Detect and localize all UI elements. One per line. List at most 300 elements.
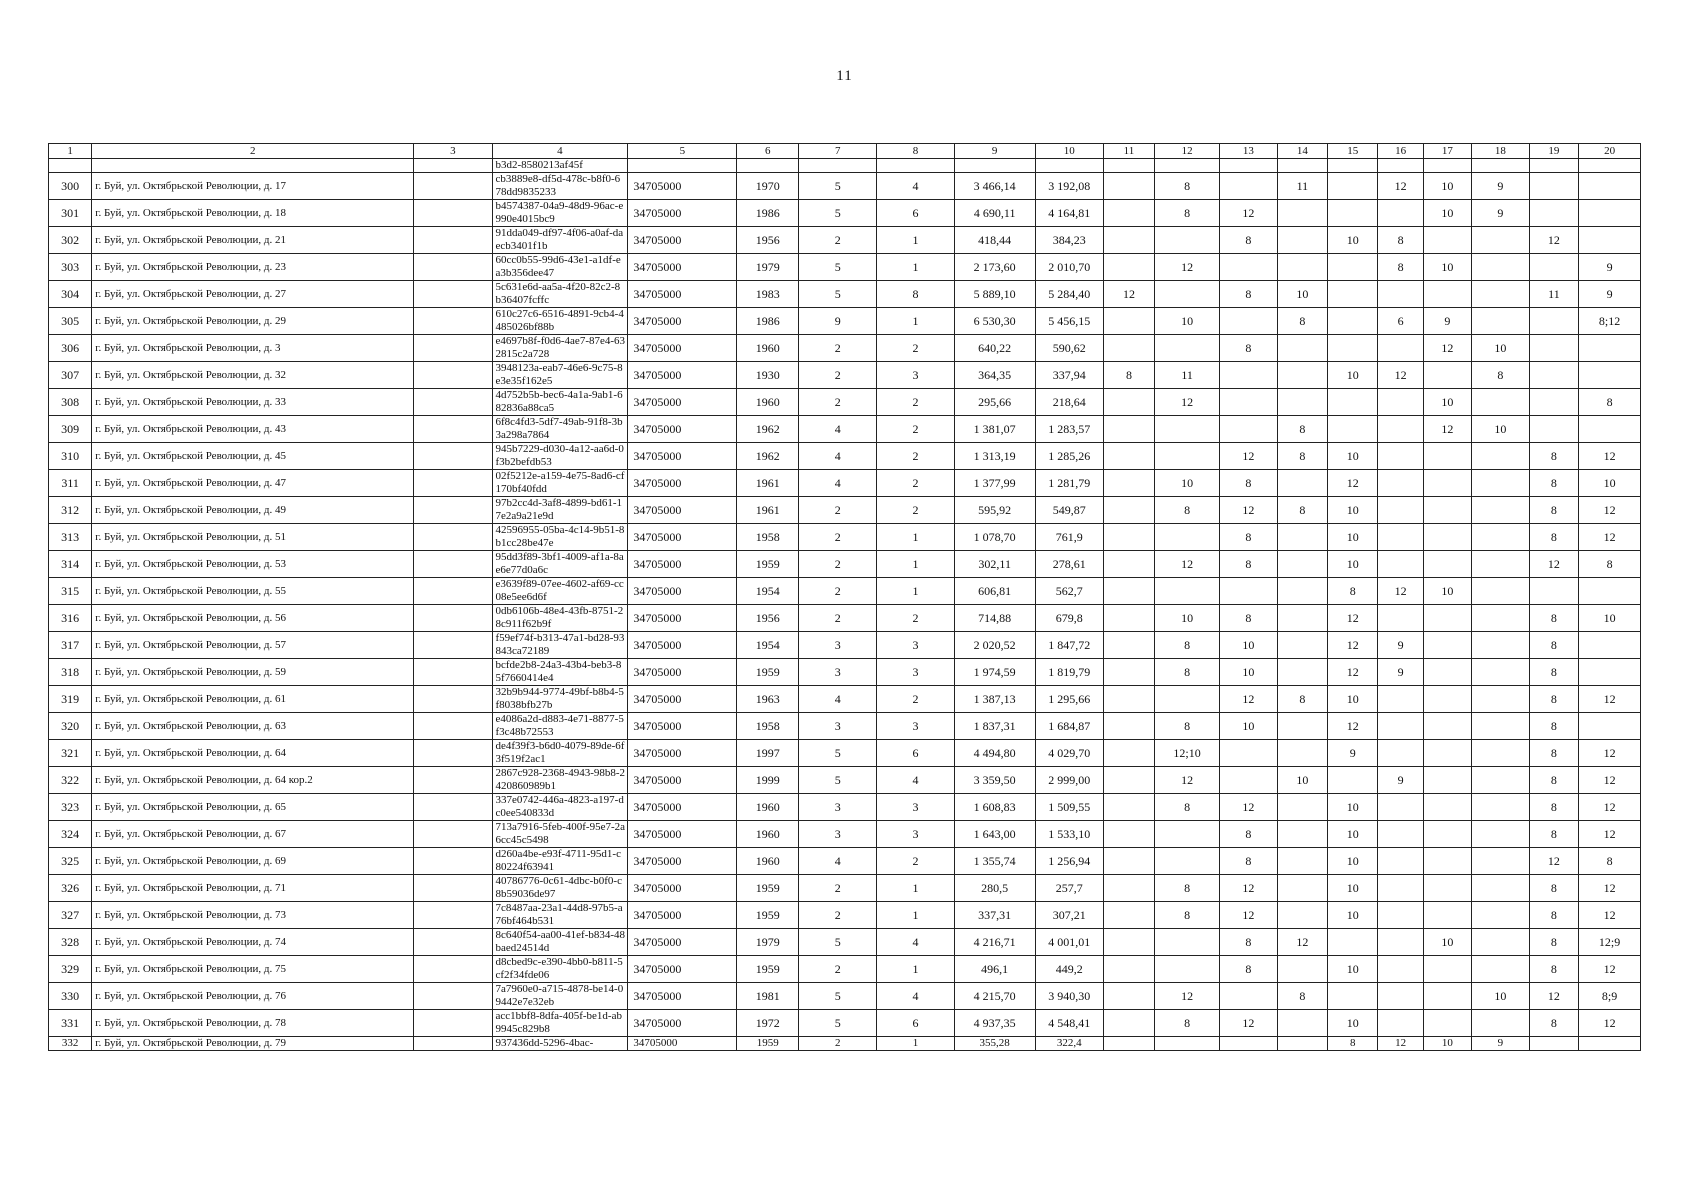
cell-col14 (1277, 902, 1327, 929)
cell-no: 308 (49, 389, 92, 416)
cell-address: г. Буй, ул. Октябрьской Революции, д. 18 (92, 200, 414, 227)
cell-col15: 12 (1328, 659, 1378, 686)
table-row (49, 416, 1641, 443)
cell-col15: 9 (1328, 740, 1378, 767)
cell-col14: 10 (1277, 767, 1327, 794)
cell-col9: 4 215,70 (954, 983, 1035, 1010)
cell-col8: 1 (877, 524, 954, 551)
cell-col16 (1378, 875, 1423, 902)
cell-col17 (1423, 713, 1471, 740)
cell-col8: 3 (877, 713, 954, 740)
cell-col3 (414, 1037, 492, 1051)
cell-col18 (1472, 470, 1530, 497)
cell-col13: 8 (1220, 281, 1278, 308)
cell-year: 1986 (737, 200, 799, 227)
cell-col9: 1 355,74 (954, 848, 1035, 875)
cell-col11 (1103, 335, 1154, 362)
cell-col7: 5 (799, 1010, 877, 1037)
cell-col3 (414, 254, 492, 281)
cell-col14 (1277, 524, 1327, 551)
cell-col13: 8 (1220, 605, 1278, 632)
cell-col20: 9 (1579, 281, 1641, 308)
table-row (49, 524, 1641, 551)
cell-col7: 5 (799, 929, 877, 956)
cell-no: 311 (49, 470, 92, 497)
cell-col11 (1103, 848, 1154, 875)
cell-col20: 8;12 (1579, 308, 1641, 335)
cell-col10: 5 284,40 (1035, 281, 1103, 308)
cell-col8: 6 (877, 1010, 954, 1037)
table-row (49, 929, 1641, 956)
cell-uuid: b4574387-04a9-48d9-96ac-e990e4015bc9 (492, 200, 628, 227)
cell-col16: 6 (1378, 308, 1423, 335)
cell-col19: 12 (1529, 848, 1578, 875)
cell-col17: 12 (1423, 335, 1471, 362)
column-header-6: 6 (737, 144, 799, 159)
cell-col15 (1328, 254, 1378, 281)
cell-col18: 9 (1472, 200, 1530, 227)
cell-col13 (1220, 1037, 1278, 1051)
cell-col19 (1529, 254, 1578, 281)
cell-col20: 8;9 (1579, 983, 1641, 1010)
cell-col12: 8 (1155, 200, 1220, 227)
cell-address: г. Буй, ул. Октябрьской Революции, д. 74 (92, 929, 414, 956)
cell-col8: 3 (877, 362, 954, 389)
cell-col7: 2 (799, 956, 877, 983)
cell-address: г. Буй, ул. Октябрьской Революции, д. 64 кор.2 (92, 767, 414, 794)
cell-col8: 2 (877, 470, 954, 497)
cell-no: 302 (49, 227, 92, 254)
cell-col17 (1423, 659, 1471, 686)
cell-col3 (414, 416, 492, 443)
cell-col3 (414, 173, 492, 200)
cell-col13: 12 (1220, 794, 1278, 821)
cell-year: 1959 (737, 1037, 799, 1051)
cell-no: 312 (49, 497, 92, 524)
cell-address: г. Буй, ул. Октябрьской Революции, д. 45 (92, 443, 414, 470)
cell-col20: 12 (1579, 686, 1641, 713)
cell-col3 (414, 524, 492, 551)
cell-col18: 10 (1472, 983, 1530, 1010)
cell-col13: 12 (1220, 1010, 1278, 1037)
cell-col9: 2 173,60 (954, 254, 1035, 281)
cell-col11 (1103, 254, 1154, 281)
cell-uuid: 0db6106b-48e4-43fb-8751-28c911f62b9f (492, 605, 628, 632)
cell-col7: 5 (799, 173, 877, 200)
cell-col3 (414, 443, 492, 470)
cell-col12 (1155, 1037, 1220, 1051)
cell-no: 303 (49, 254, 92, 281)
column-header-16: 16 (1378, 144, 1423, 159)
cell-uuid: 2867c928-2368-4943-98b8-2420860989b1 (492, 767, 628, 794)
cell-address: г. Буй, ул. Октябрьской Революции, д. 53 (92, 551, 414, 578)
cell-col19: 8 (1529, 1010, 1578, 1037)
cell-col12 (1155, 686, 1220, 713)
cell-uuid: 945b7229-d030-4a12-aa6d-0f3b2befdb53 (492, 443, 628, 470)
cell-col10: 761,9 (1035, 524, 1103, 551)
cell-col16 (1378, 443, 1423, 470)
cell-col20: 8 (1579, 848, 1641, 875)
cell-col7: 4 (799, 848, 877, 875)
cell-col19 (1529, 308, 1578, 335)
cell-col13: 8 (1220, 821, 1278, 848)
cell-col8: 4 (877, 983, 954, 1010)
cell-col11 (1103, 497, 1154, 524)
cell-col12: 8 (1155, 497, 1220, 524)
cell-col9: 2 020,52 (954, 632, 1035, 659)
cell-col17 (1423, 821, 1471, 848)
cell-col12: 8 (1155, 632, 1220, 659)
cell-col18 (1472, 524, 1530, 551)
cell-col12 (1155, 821, 1220, 848)
cell-col13: 8 (1220, 227, 1278, 254)
cell-col8: 1 (877, 578, 954, 605)
cell-year: 1979 (737, 929, 799, 956)
cell-col3 (414, 605, 492, 632)
table-row (49, 875, 1641, 902)
cell-col19 (1529, 173, 1578, 200)
cell-code: 34705000 (628, 227, 737, 254)
cell-code: 34705000 (628, 443, 737, 470)
cell-col20: 10 (1579, 605, 1641, 632)
cell-year: 1983 (737, 281, 799, 308)
cell-col9: 1 837,31 (954, 713, 1035, 740)
table-row (49, 956, 1641, 983)
cell-col17 (1423, 794, 1471, 821)
cell-col13: 8 (1220, 848, 1278, 875)
cell-col17 (1423, 605, 1471, 632)
table-row (49, 686, 1641, 713)
cell-no: 314 (49, 551, 92, 578)
cell-col3 (414, 821, 492, 848)
cell-col13 (1220, 578, 1278, 605)
cell-col17 (1423, 956, 1471, 983)
cell-col12: 8 (1155, 713, 1220, 740)
cell-uuid: 02f5212e-a159-4e75-8ad6-cf170bf40fdd (492, 470, 628, 497)
table-row (49, 200, 1641, 227)
cell-col16 (1378, 605, 1423, 632)
table-row (49, 335, 1641, 362)
cell-address: г. Буй, ул. Октябрьской Революции, д. 76 (92, 983, 414, 1010)
cell-col16: 12 (1378, 578, 1423, 605)
cell-uuid: acc1bbf8-8dfa-405f-be1d-ab9945c829b8 (492, 1010, 628, 1037)
cell-code: 34705000 (628, 686, 737, 713)
cell-col20: 12;9 (1579, 929, 1641, 956)
cell-col15 (1328, 416, 1378, 443)
cell-col16 (1378, 416, 1423, 443)
cell-col9: 355,28 (954, 1037, 1035, 1051)
cell-col3 (414, 308, 492, 335)
cell-col16 (1378, 713, 1423, 740)
cell-col13: 12 (1220, 497, 1278, 524)
cell-col16 (1378, 470, 1423, 497)
cell-col12: 10 (1155, 308, 1220, 335)
column-header-17: 17 (1423, 144, 1471, 159)
cell-col10: 278,61 (1035, 551, 1103, 578)
cell-col13 (1220, 983, 1278, 1010)
cell-col18 (1472, 740, 1530, 767)
cell-no: 320 (49, 713, 92, 740)
column-header-10: 10 (1035, 144, 1103, 159)
cell-col7: 3 (799, 821, 877, 848)
cell-col18 (1472, 227, 1530, 254)
cell-col8: 1 (877, 875, 954, 902)
cell-col14 (1277, 335, 1327, 362)
cell-no: 301 (49, 200, 92, 227)
cell-col14 (1277, 578, 1327, 605)
cell-col17 (1423, 1010, 1471, 1037)
cell-address: г. Буй, ул. Октябрьской Революции, д. 57 (92, 632, 414, 659)
cell-no: 305 (49, 308, 92, 335)
cell-col18 (1472, 281, 1530, 308)
cell-col7: 2 (799, 1037, 877, 1051)
cell-col8: 1 (877, 902, 954, 929)
cell-no: 329 (49, 956, 92, 983)
cell-address: г. Буй, ул. Октябрьской Революции, д. 51 (92, 524, 414, 551)
column-header-7: 7 (799, 144, 877, 159)
cell-col14 (1277, 470, 1327, 497)
cell-col18 (1472, 254, 1530, 281)
column-header-12: 12 (1155, 144, 1220, 159)
cell-col20 (1579, 173, 1641, 200)
cell-code: 34705000 (628, 632, 737, 659)
cell-col7: 2 (799, 497, 877, 524)
cell-address (92, 159, 414, 173)
cell-no: 317 (49, 632, 92, 659)
cell-col14: 8 (1277, 497, 1327, 524)
cell-col9: 418,44 (954, 227, 1035, 254)
cell-col9: 4 494,80 (954, 740, 1035, 767)
cell-code: 34705000 (628, 983, 737, 1010)
cell-col16: 12 (1378, 1037, 1423, 1051)
cell-col15 (1328, 983, 1378, 1010)
cell-address: г. Буй, ул. Октябрьской Революции, д. 32 (92, 362, 414, 389)
cell-year: 1961 (737, 497, 799, 524)
cell-col20: 8 (1579, 551, 1641, 578)
cell-col19: 8 (1529, 659, 1578, 686)
cell-col18: 9 (1472, 173, 1530, 200)
cell-col10: 322,4 (1035, 1037, 1103, 1051)
cell-col19 (1529, 389, 1578, 416)
cell-col7: 5 (799, 200, 877, 227)
cell-year: 1954 (737, 578, 799, 605)
cell-col3 (414, 956, 492, 983)
cell-col20: 8 (1579, 389, 1641, 416)
cell-col18 (1472, 605, 1530, 632)
table-row (49, 389, 1641, 416)
cell-uuid: 337e0742-446a-4823-a197-dc0ee540833d (492, 794, 628, 821)
cell-col8: 2 (877, 848, 954, 875)
cell-col9: 606,81 (954, 578, 1035, 605)
cell-col13 (1220, 767, 1278, 794)
cell-col7: 2 (799, 551, 877, 578)
cell-uuid: bcfde2b8-24a3-43b4-beb3-85f7660414e4 (492, 659, 628, 686)
cell-col8: 1 (877, 551, 954, 578)
cell-col18 (1472, 794, 1530, 821)
cell-address: г. Буй, ул. Октябрьской Революции, д. 3 (92, 335, 414, 362)
cell-year: 1956 (737, 605, 799, 632)
cell-year: 1979 (737, 254, 799, 281)
cell-col8: 1 (877, 254, 954, 281)
cell-col13: 12 (1220, 902, 1278, 929)
cell-col19: 8 (1529, 443, 1578, 470)
cell-col11 (1103, 308, 1154, 335)
cell-col7: 2 (799, 524, 877, 551)
cell-col17: 9 (1423, 308, 1471, 335)
cell-col17 (1423, 551, 1471, 578)
cell-col19: 8 (1529, 605, 1578, 632)
cell-col20 (1579, 200, 1641, 227)
cell-uuid: 6f8c4fd3-5df7-49ab-91f8-3b3a298a7864 (492, 416, 628, 443)
cell-col8: 2 (877, 389, 954, 416)
cell-col3 (414, 497, 492, 524)
cell-col3 (414, 551, 492, 578)
cell-col11 (1103, 470, 1154, 497)
cell-col11 (1103, 821, 1154, 848)
cell-col10: 549,87 (1035, 497, 1103, 524)
cell-col9: 714,88 (954, 605, 1035, 632)
cell-no: 327 (49, 902, 92, 929)
cell-col9: 302,11 (954, 551, 1035, 578)
cell-col18: 10 (1472, 335, 1530, 362)
cell-uuid: d8cbed9c-e390-4bb0-b811-5cf2f34fde06 (492, 956, 628, 983)
cell-col16 (1378, 929, 1423, 956)
cell-col16: 8 (1378, 254, 1423, 281)
cell-uuid: 610c27c6-6516-4891-9cb4-4485026bf88b (492, 308, 628, 335)
cell-col17: 10 (1423, 389, 1471, 416)
cell-uuid: de4f39f3-b6d0-4079-89de-6f3f519f2ac1 (492, 740, 628, 767)
cell-uuid: 3948123a-eab7-46e6-9c75-8e3e35f162e5 (492, 362, 628, 389)
cell-year: 1959 (737, 659, 799, 686)
cell-col18 (1472, 632, 1530, 659)
cell-year: 1962 (737, 443, 799, 470)
cell-col20 (1579, 362, 1641, 389)
cell-col16 (1378, 740, 1423, 767)
cell-col7: 5 (799, 281, 877, 308)
cell-col20 (1579, 416, 1641, 443)
cell-address: г. Буй, ул. Октябрьской Революции, д. 27 (92, 281, 414, 308)
cell-col14: 12 (1277, 929, 1327, 956)
cell-col10: 1 256,94 (1035, 848, 1103, 875)
cell-col13: 8 (1220, 929, 1278, 956)
cell-col11 (1103, 227, 1154, 254)
cell-col16 (1378, 902, 1423, 929)
cell-uuid: 95dd3f89-3bf1-4009-af1a-8ae6e77d0a6c (492, 551, 628, 578)
cell-col17: 10 (1423, 200, 1471, 227)
cell-col13: 10 (1220, 659, 1278, 686)
cell-col10: 1 847,72 (1035, 632, 1103, 659)
cell-year: 1999 (737, 767, 799, 794)
cell-col20: 12 (1579, 794, 1641, 821)
table-row (49, 632, 1641, 659)
cell-year: 1960 (737, 335, 799, 362)
cell-col10: 218,64 (1035, 389, 1103, 416)
cell-no: 331 (49, 1010, 92, 1037)
cell-col18 (1472, 308, 1530, 335)
cell-col19 (1529, 362, 1578, 389)
cell-col19: 8 (1529, 794, 1578, 821)
cell-col19: 8 (1529, 956, 1578, 983)
cell-col18: 10 (1472, 416, 1530, 443)
cell-col20: 12 (1579, 902, 1641, 929)
table-row (49, 902, 1641, 929)
cell-year: 1986 (737, 308, 799, 335)
cell-code: 34705000 (628, 929, 737, 956)
cell-code: 34705000 (628, 767, 737, 794)
cell-col8: 3 (877, 821, 954, 848)
cell-col20: 12 (1579, 767, 1641, 794)
cell-uuid: 8c640f54-aa00-41ef-b834-48baed24514d (492, 929, 628, 956)
cell-col20 (1579, 1037, 1641, 1051)
cell-col10: 307,21 (1035, 902, 1103, 929)
cell-code: 34705000 (628, 1037, 737, 1051)
cell-code: 34705000 (628, 956, 737, 983)
table-row (49, 983, 1641, 1010)
cell-col12: 8 (1155, 173, 1220, 200)
cell-col12 (1155, 281, 1220, 308)
cell-col17 (1423, 470, 1471, 497)
table-row (49, 605, 1641, 632)
cell-col15 (1328, 767, 1378, 794)
cell-col10: 384,23 (1035, 227, 1103, 254)
cell-year: 1959 (737, 875, 799, 902)
cell-col13 (1220, 254, 1278, 281)
cell-col19: 8 (1529, 713, 1578, 740)
cell-col11 (1103, 200, 1154, 227)
cell-col11 (1103, 875, 1154, 902)
cell-col9: 1 377,99 (954, 470, 1035, 497)
cell-year: 1970 (737, 173, 799, 200)
table-row (49, 362, 1641, 389)
cell-address: г. Буй, ул. Октябрьской Революции, д. 33 (92, 389, 414, 416)
cell-col13: 12 (1220, 200, 1278, 227)
cell-no: 304 (49, 281, 92, 308)
cell-col14 (1277, 254, 1327, 281)
cell-col14 (1277, 389, 1327, 416)
cell-col8: 3 (877, 794, 954, 821)
cell-col10: 590,62 (1035, 335, 1103, 362)
cell-col12: 8 (1155, 875, 1220, 902)
cell-no: 322 (49, 767, 92, 794)
cell-col12: 8 (1155, 1010, 1220, 1037)
cell-code: 34705000 (628, 308, 737, 335)
cell-code: 34705000 (628, 848, 737, 875)
table-row (49, 740, 1641, 767)
cell-col14 (1277, 605, 1327, 632)
cell-col12: 12 (1155, 551, 1220, 578)
cell-col3 (414, 902, 492, 929)
cell-col14 (1277, 362, 1327, 389)
cell-no (49, 159, 92, 173)
cell-col20: 12 (1579, 740, 1641, 767)
column-header-4: 4 (492, 144, 628, 159)
cell-col19 (1529, 200, 1578, 227)
column-header-1: 1 (49, 144, 92, 159)
cell-col14 (1277, 875, 1327, 902)
cell-code: 34705000 (628, 713, 737, 740)
cell-address: г. Буй, ул. Октябрьской Революции, д. 55 (92, 578, 414, 605)
cell-col3 (414, 713, 492, 740)
cell-col10: 1 283,57 (1035, 416, 1103, 443)
cell-col13 (1220, 173, 1278, 200)
cell-code: 34705000 (628, 551, 737, 578)
cell-col8: 4 (877, 767, 954, 794)
cell-col11: 8 (1103, 362, 1154, 389)
cell-col8: 2 (877, 686, 954, 713)
cell-col10: 2 999,00 (1035, 767, 1103, 794)
table-row (49, 794, 1641, 821)
cell-col11 (1103, 929, 1154, 956)
